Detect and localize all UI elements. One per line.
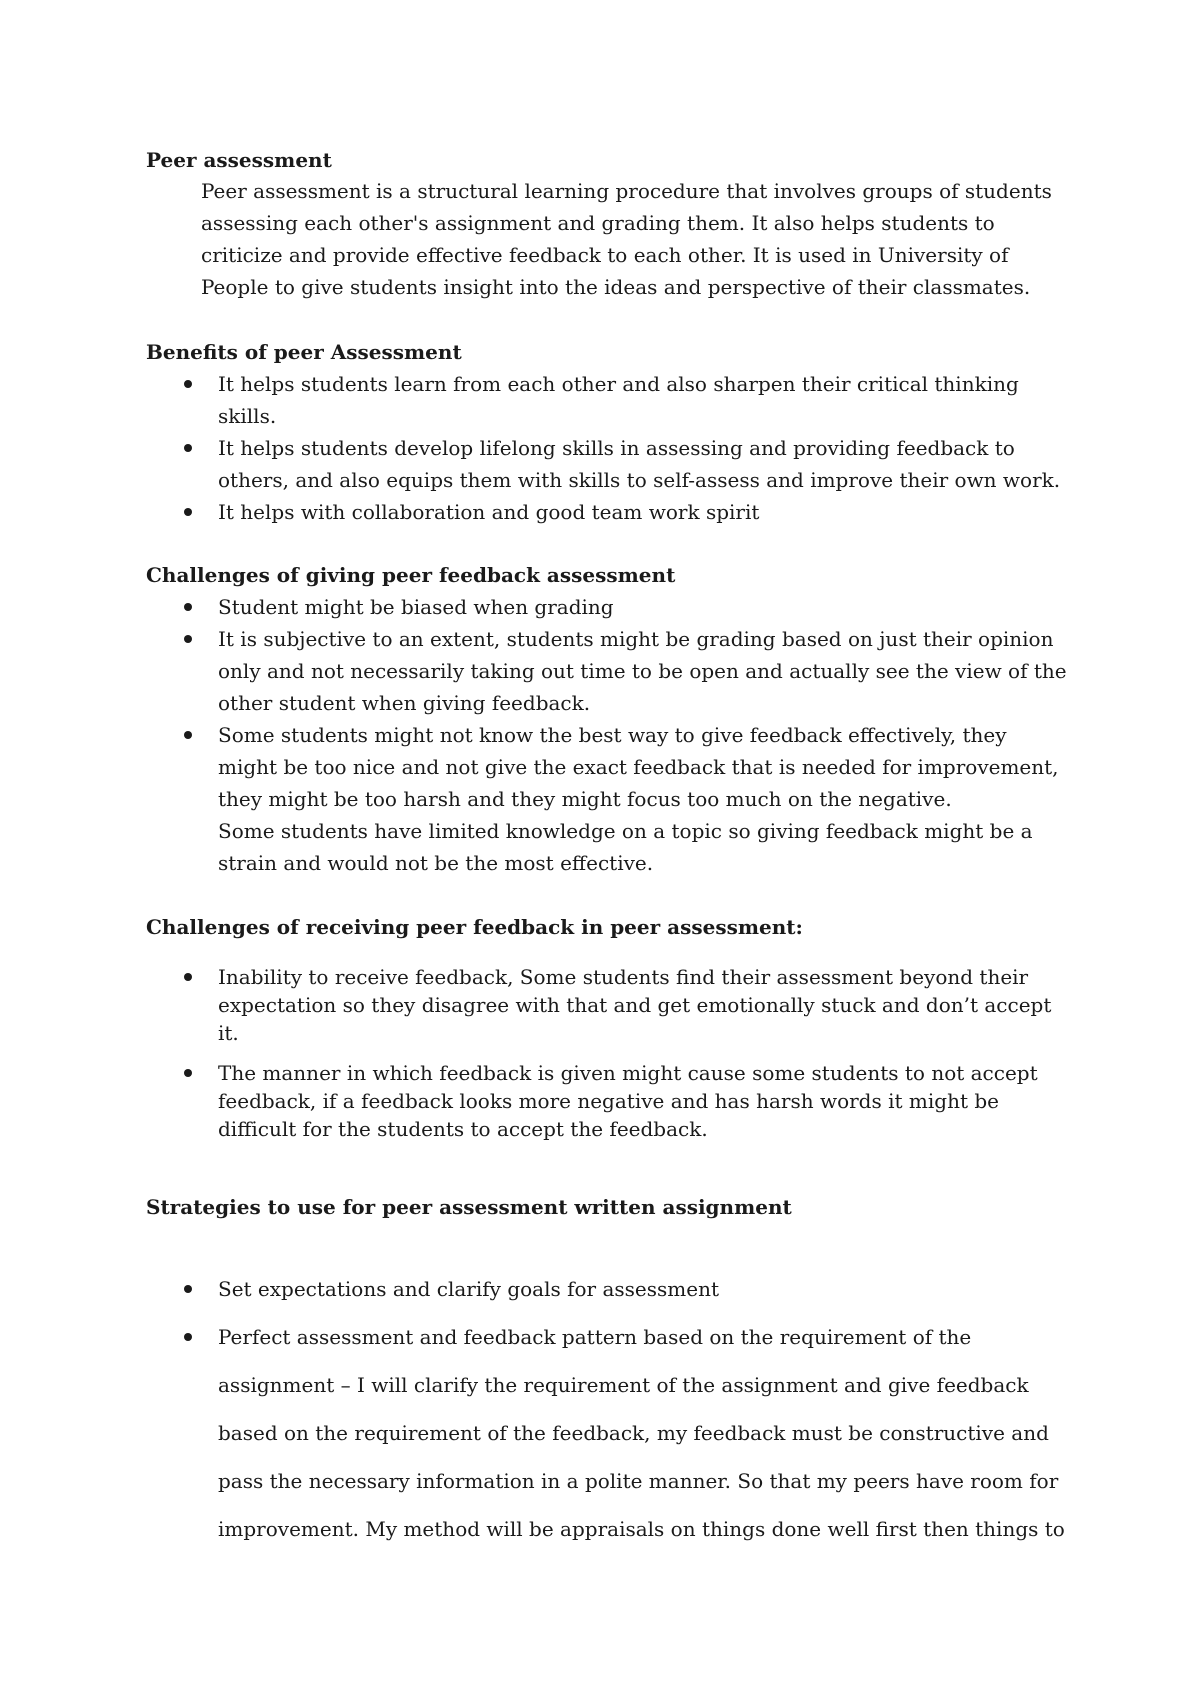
heading-benefits: Benefits of peer Assessment <box>146 340 462 364</box>
challenges-giving-list <box>0 591 1068 815</box>
list-item <box>0 368 1068 432</box>
list-item-text: Perfect assessment and feedback pattern based on the requirement of the assignment – I will clarify the requirement of the assignment and give feedback based on the requirement of the feedback, my feedback must be constructive and pass the necessary information in a polite manner. So that my peers have room for improvement. My method will be appraisals on things done well first then things to <box>218 1325 1065 1541</box>
challenges-receiving-list <box>0 963 1068 1143</box>
bullet-icon <box>184 731 192 739</box>
list-item <box>0 591 1068 623</box>
list-item-text: Student might be biased when grading <box>218 595 614 619</box>
list-item <box>0 496 1068 528</box>
heading-strategies: Strategies to use for peer assessment written assignment <box>146 1195 792 1219</box>
list-item-text: It is subjective to an extent, students might be grading based on just their opinion only and not necessarily taking out time to be open and actually see the view of the other student when giving feedback. <box>218 627 1067 715</box>
list-item <box>0 963 1068 1047</box>
strategies-list <box>0 1265 1068 1553</box>
list-item <box>0 719 1068 815</box>
list-item <box>0 1313 1068 1553</box>
bullet-icon <box>184 380 192 388</box>
heading-challenges-giving: Challenges of giving peer feedback assessment <box>146 563 676 587</box>
heading-challenges-receiving: Challenges of receiving peer feedback in peer assessment: <box>146 915 803 939</box>
list-item <box>0 1059 1068 1143</box>
bullet-icon <box>184 444 192 452</box>
list-item-text: Some students might not know the best way to give feedback effectively, they might be too nice and not give the exact feedback that is needed for improvement, they might be too harsh and they might focus too much on the negative. <box>218 723 1059 811</box>
list-item-text: It helps with collaboration and good team work spirit <box>218 500 760 524</box>
heading-peer-assessment: Peer assessment <box>146 148 332 172</box>
bullet-icon <box>184 1069 192 1077</box>
list-item-text: It helps students learn from each other and also sharpen their critical thinking skills. <box>218 372 1019 428</box>
list-item-text: Set expectations and clarify goals for assessment <box>218 1277 720 1301</box>
list-item-text: It helps students develop lifelong skills in assessing and providing feedback to others, and also equips them with skills to self-assess and improve their own work. <box>218 436 1061 492</box>
list-item-text: The manner in which feedback is given might cause some students to not accept feedback, if a feedback looks more negative and has harsh words it might be difficult for the students to accept the feedback. <box>218 1061 1038 1141</box>
challenges-giving-extra: Some students have limited knowledge on a topic so giving feedback might be a strain and would not be the most effective. <box>218 819 1033 875</box>
intro-paragraph: Peer assessment is a structural learning procedure that involves groups of students assessing each other's assignment and grading them. It also helps students to criticize and provide effective feedback to each other. It is used in University of People to give students insight into the ideas and perspective of their classmates. <box>201 179 1052 299</box>
bullet-icon <box>184 1285 192 1293</box>
bullet-icon <box>184 508 192 516</box>
bullet-icon <box>184 603 192 611</box>
list-item-text: Inability to receive feedback, Some students find their assessment beyond their expectation so they disagree with that and get emotionally stuck and don’t accept it. <box>218 965 1052 1045</box>
benefits-list <box>0 368 1068 528</box>
list-item <box>0 1265 1068 1313</box>
list-item <box>0 623 1068 719</box>
list-item <box>0 432 1068 496</box>
bullet-icon <box>184 1333 192 1341</box>
bullet-icon <box>184 973 192 981</box>
bullet-icon <box>184 635 192 643</box>
